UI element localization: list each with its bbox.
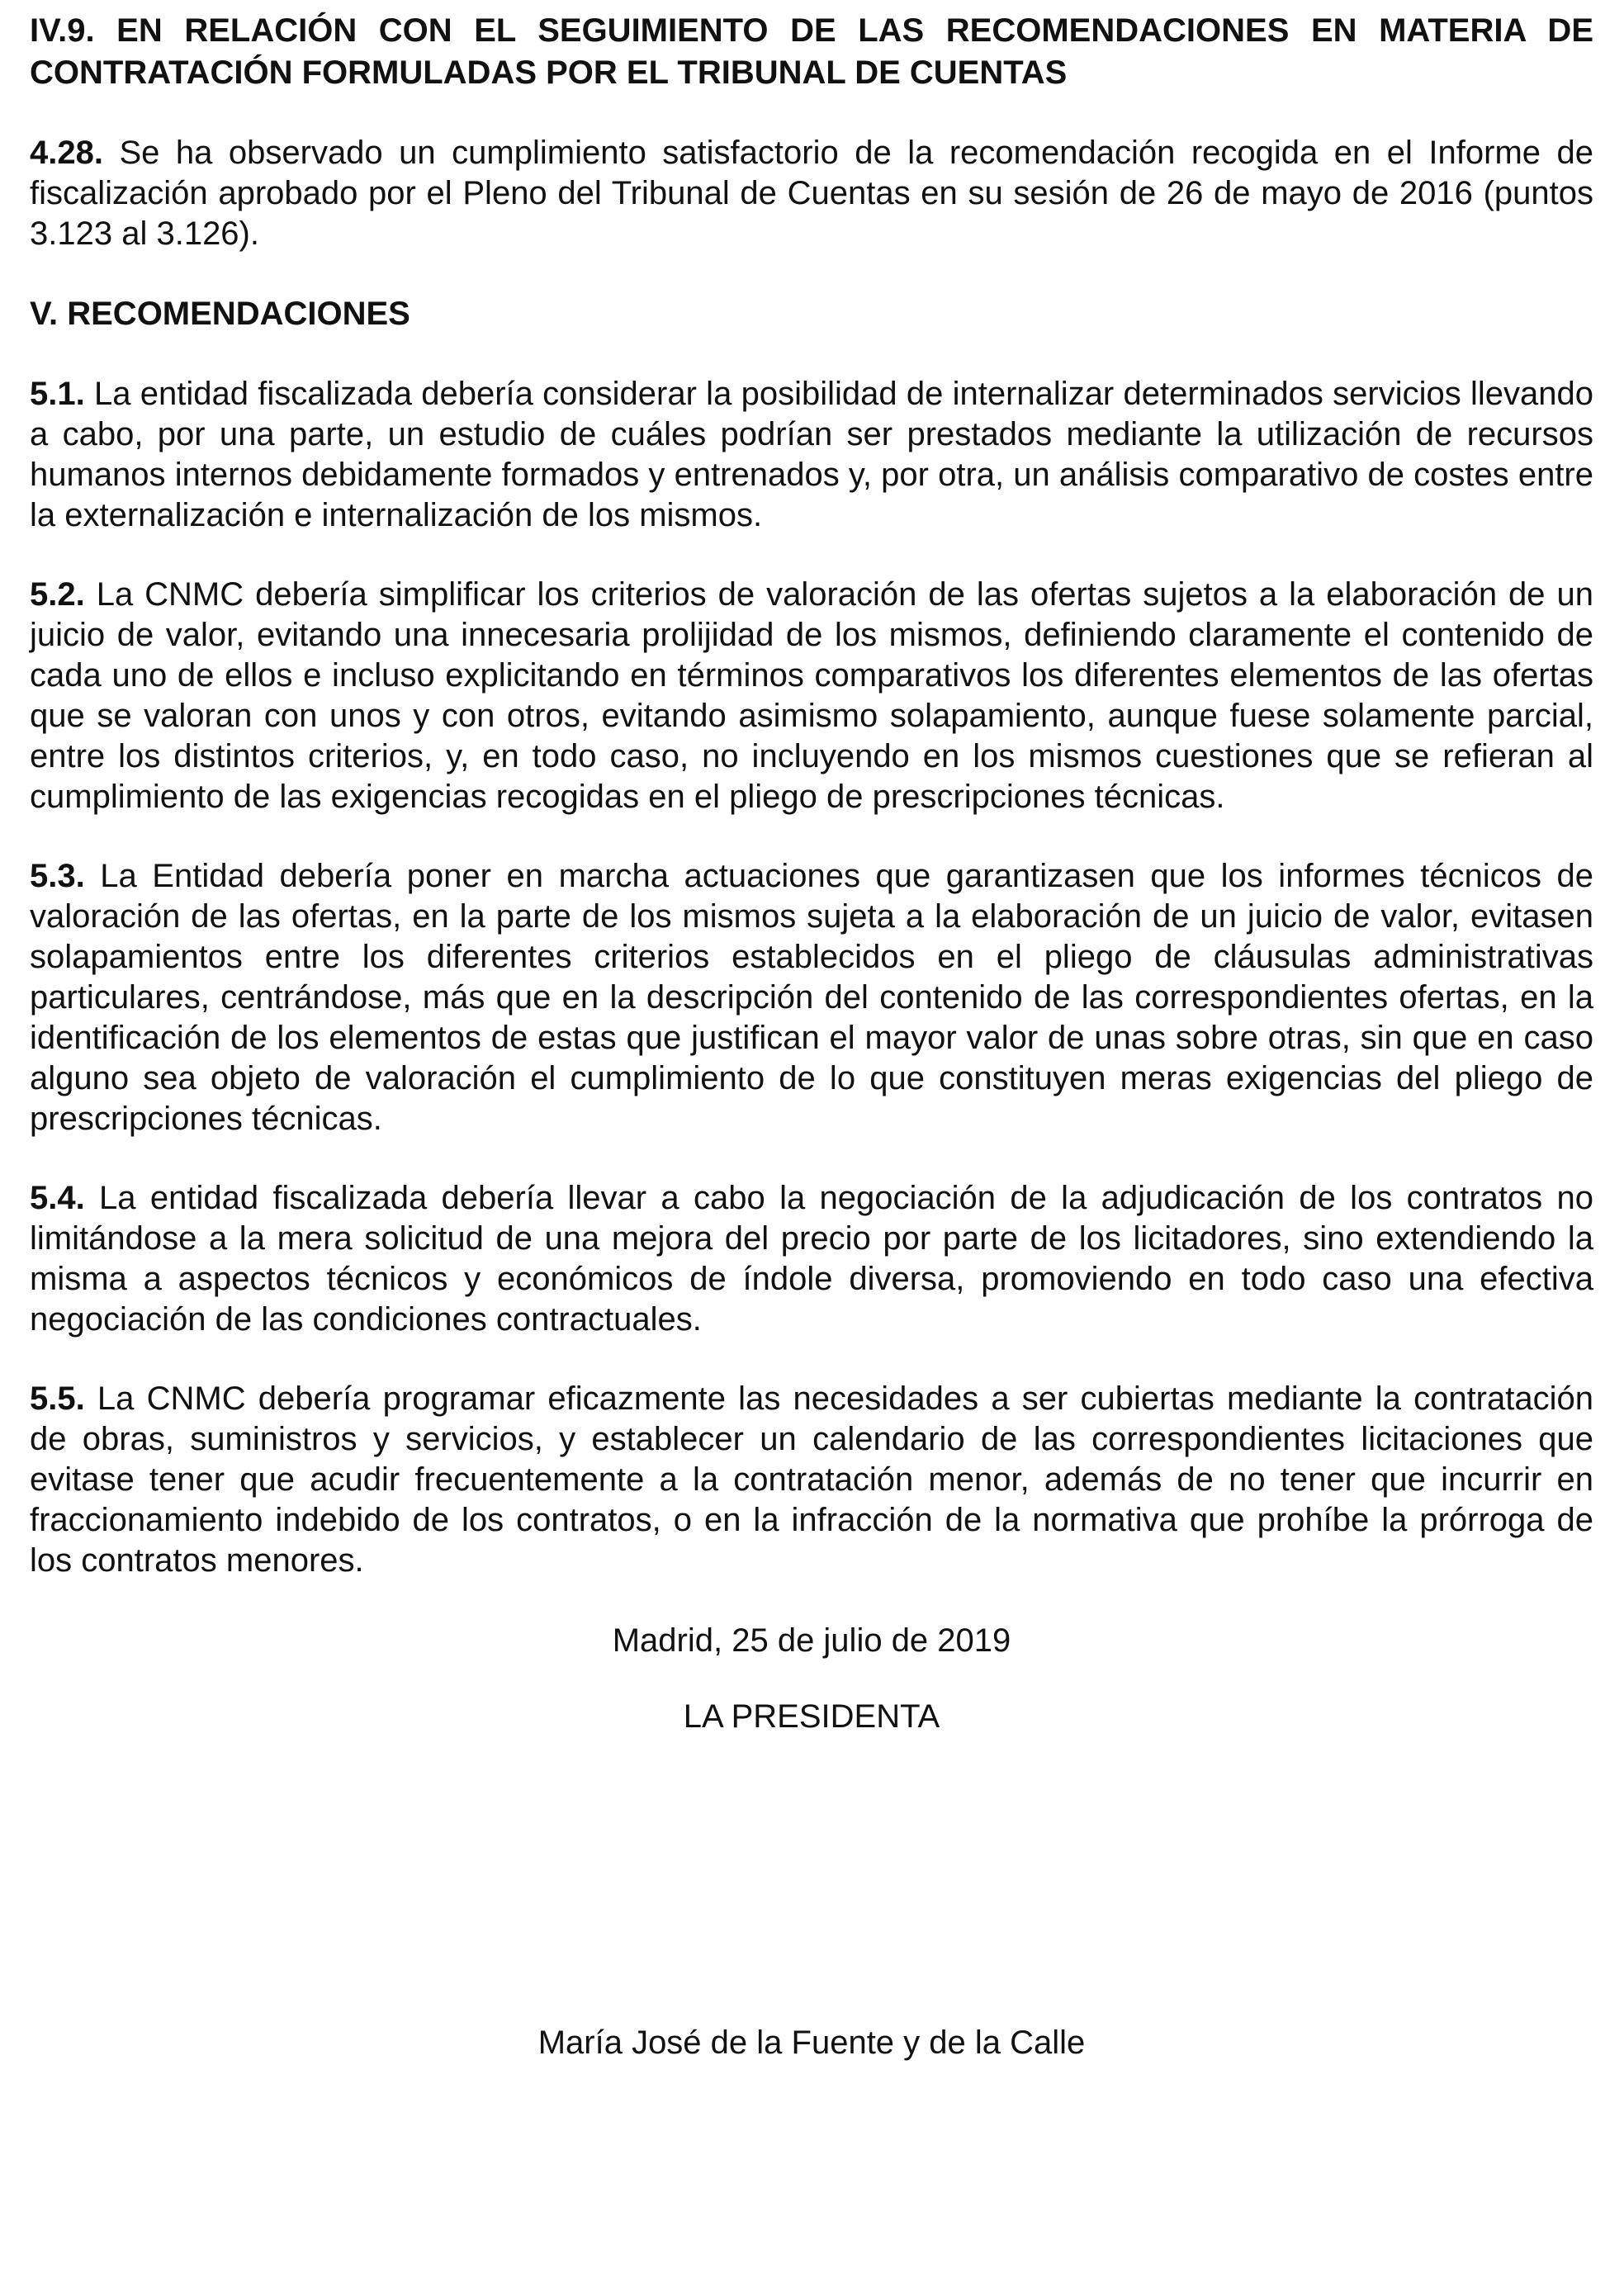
recommendation-5-5 (30, 1379, 1593, 1581)
paragraph-text: La entidad fiscalizada debería llevar a cabo la negociación de la adjudicación de los contratos no limitándose a la mera solicitud de una mejora del precio por parte de los licitadores, sino extendiendo la misma a aspectos técnicos y económicos de índole diversa, promoviendo en todo caso una efectiva negociación de las condiciones contractuales. (30, 1180, 1593, 1338)
recommendation-5-4 (30, 1178, 1593, 1340)
paragraph-text: La Entidad debería poner en marcha actuaciones que garantizasen que los informes técnicos de valoración de las ofertas, en la parte de los mismos sujeta a la elaboración de un juicio de valor, evitasen solapamientos entre los diferentes criterios establecidos en el pliego de cláusulas administrativas particulares, centrándose, más que en la descripción del contenido de las correspondientes ofertas, en la identificación de los elementos de estas que justifican el mayor valor de unas sobre otras, sin que en caso alguno sea objeto de valoración el cumplimiento de lo que constituyen meras exigencias del pliego de prescripciones técnicas. (30, 858, 1593, 1137)
section-heading-iv9: IV.9. EN RELACIÓN CON EL SEGUIMIENTO DE LAS RECOMENDACIONES EN MATERIA DE CONTRATACIÓN FORMULADAS POR EL TRIBUNAL DE CUENTAS (30, 12, 1593, 91)
paragraph-number: 5.3. (30, 858, 85, 894)
recommendation-5-2 (30, 575, 1593, 817)
paragraph-number: 4.28. (30, 135, 103, 171)
paragraph-text: La CNMC debería programar eficazmente las necesidades a ser cubiertas mediante la contratación de obras, suministros y servicios, y establecer un calendario de las correspondientes licitaciones que evitase tener que acudir frecuentemente a la contratación menor, además de no tener que incurrir en fraccionamiento indebido de los contratos, o en la infracción de la normativa que prohíbe la prórroga de los contratos menores. (30, 1380, 1593, 1579)
paragraph-number: 5.2. (30, 576, 85, 613)
section-heading-recomendaciones: V. RECOMENDACIONES (30, 296, 410, 332)
paragraph-number: 5.1. (30, 376, 85, 412)
recommendation-5-3 (30, 856, 1593, 1139)
paragraph-number: 5.5. (30, 1380, 85, 1417)
paragraph-4-28 (30, 133, 1593, 254)
document-page (30, 10, 1593, 2063)
recommendation-5-1 (30, 374, 1593, 536)
date-line: Madrid, 25 de julio de 2019 (612, 1622, 1011, 1659)
signer-name: María José de la Fuente y de la Calle (537, 2024, 1086, 2061)
signer-role: LA PRESIDENTA (683, 1698, 940, 1735)
paragraph-text: La CNMC debería simplificar los criterios de valoración de las ofertas sujetos a la elaboración de un juicio de valor, evitando una innecesaria prolijidad de los mismos, definiendo claramente el contenido de cada uno de ellos e incluso explicitando en términos comparativos los diferentes elementos de las ofertas que se valoran con unos y con otros, evitando asimismo solapamiento, aunque fuese solamente parcial, entre los distintos criterios, y, en todo caso, no incluyendo en los mismos cuestiones que se refieran al cumplimiento de las exigencias recogidas en el pliego de prescripciones técnicas. (30, 576, 1593, 815)
paragraph-text: Se ha observado un cumplimiento satisfactorio de la recomendación recogida en el Informe de fiscalización aprobado por el Pleno del Tribunal de Cuentas en su sesión de 26 de mayo de 2016 (puntos 3.123 al 3.126). (30, 135, 1593, 252)
paragraph-text: La entidad fiscalizada debería considerar la posibilidad de internalizar determinados servicios llevando a cabo, por una parte, un estudio de cuáles podrían ser prestados mediante la utilización de recursos humanos internos debidamente formados y entrenados y, por otra, un análisis comparativo de costes entre la externalización e internalización de los mismos. (30, 376, 1593, 533)
paragraph-number: 5.4. (30, 1180, 85, 1216)
